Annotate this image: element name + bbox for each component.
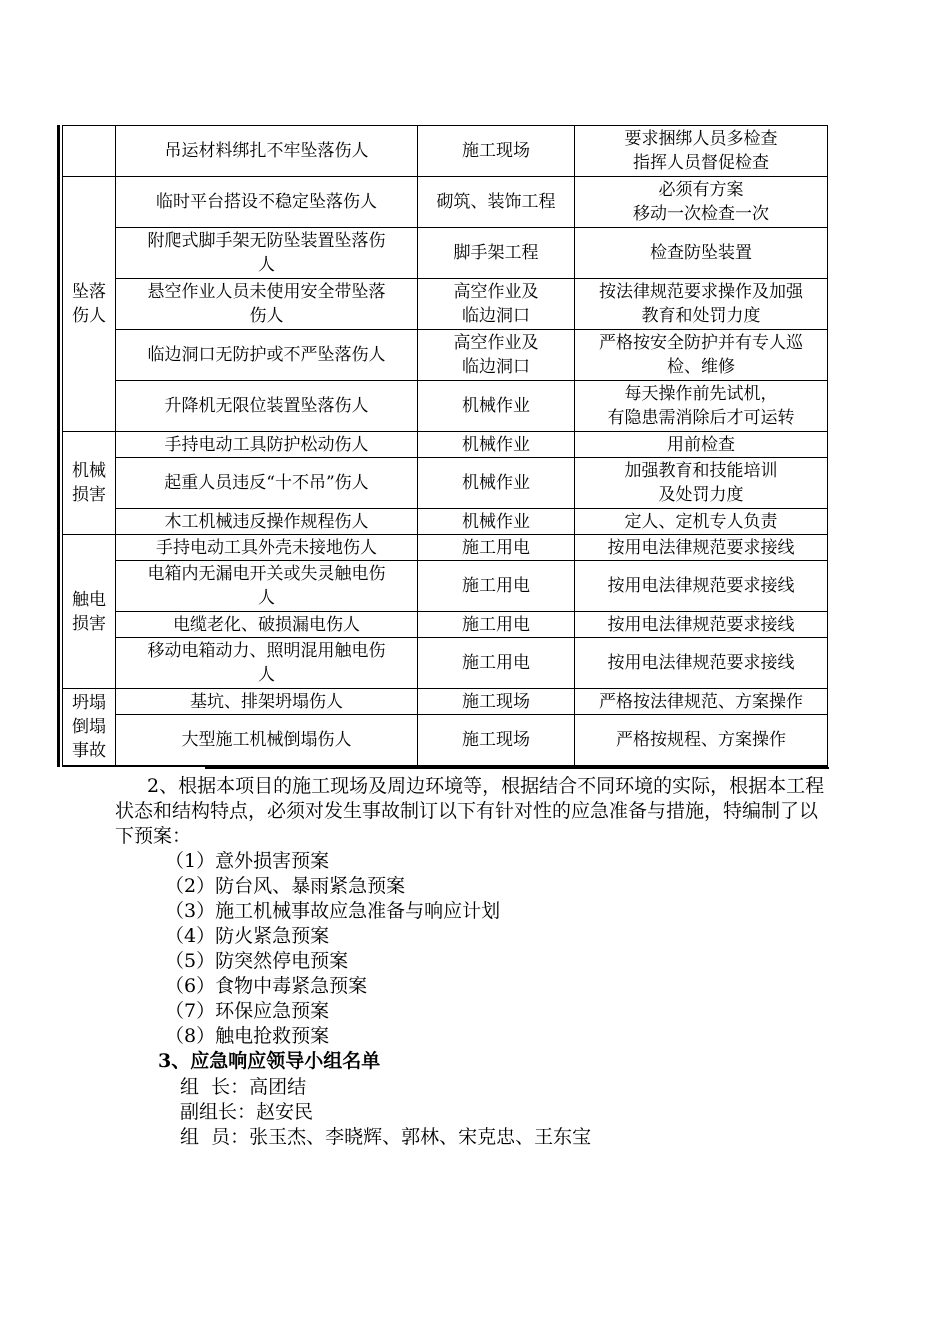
location-cell: 施工用电 (418, 638, 575, 689)
risk-cell: 悬空作业人员未使用安全带坠落 伤人 (116, 279, 418, 330)
location-cell: 机械作业 (418, 509, 575, 535)
category-cell: 坠落 伤人 (63, 177, 116, 432)
deputy-line: 副组长：赵安民 (180, 1101, 314, 1123)
location-cell: 砌筑、装饰工程 (418, 177, 575, 228)
category-cell: 机械 损害 (63, 432, 116, 535)
risk-cell: 大型施工机械倒塌伤人 (116, 715, 418, 766)
table-row (63, 689, 828, 715)
table-row (63, 381, 828, 432)
risk-cell: 起重人员违反“十不吊”伤人 (116, 458, 418, 509)
measure-cell: 每天操作前先试机， 有隐患需消除后才可运转 (575, 381, 828, 432)
location-cell: 施工现场 (418, 126, 575, 177)
measure-cell: 按用电法律规范要求接线 (575, 612, 828, 638)
measure-cell: 按用电法律规范要求接线 (575, 535, 828, 561)
members-line: 组 员：张玉杰、李晓辉、郭林、宋克忠、王东宝 (180, 1126, 592, 1148)
risk-cell: 临时平台搭设不稳定坠落伤人 (116, 177, 418, 228)
risk-cell: 手持电动工具防护松动伤人 (116, 432, 418, 458)
plan-item: （4）防火紧急预案 (165, 925, 330, 947)
measure-cell: 检查防坠装置 (575, 228, 828, 279)
table-row (63, 177, 828, 228)
risk-table (62, 125, 828, 767)
location-cell: 施工用电 (418, 612, 575, 638)
section2-paragraph: 2、根据本项目的施工现场及周边环境等，根据结合不同环境的实际，根据本工程状态和结构特点，必须对发生事故制订以下有针对性的应急准备与措施，特编制了以下预案： (115, 775, 825, 847)
measure-cell: 严格按安全防护并有专人巡 检、维修 (575, 330, 828, 381)
plan-item: （6）食物中毒紧急预案 (165, 975, 368, 997)
category-cell: 触电 损害 (63, 535, 116, 689)
plan-item: （3）施工机械事故应急准备与响应计划 (165, 900, 501, 922)
plan-item: （5）防突然停电预案 (165, 950, 349, 972)
plan-item: （1）意外损害预案 (165, 850, 330, 872)
risk-cell: 电缆老化、破损漏电伤人 (116, 612, 418, 638)
measure-cell: 按用电法律规范要求接线 (575, 561, 828, 612)
risk-cell: 木工机械违反操作规程伤人 (116, 509, 418, 535)
category-cell (63, 126, 116, 177)
category-cell: 坍塌 倒塌 事故 (63, 689, 116, 766)
table-row (63, 458, 828, 509)
table-row (63, 535, 828, 561)
table-row (63, 126, 828, 177)
measure-cell: 严格按法律规范、方案操作 (575, 689, 828, 715)
measure-cell: 用前检查 (575, 432, 828, 458)
measure-cell: 定人、定机专人负责 (575, 509, 828, 535)
table-row (63, 228, 828, 279)
measure-cell: 要求捆绑人员多检查 指挥人员督促检查 (575, 126, 828, 177)
measure-cell: 严格按规程、方案操作 (575, 715, 828, 766)
measure-cell: 必须有方案 移动一次检查一次 (575, 177, 828, 228)
leader-line: 组 长：高团结 (180, 1076, 307, 1098)
location-cell: 高空作业及 临边洞口 (418, 330, 575, 381)
table-row (63, 612, 828, 638)
risk-cell: 手持电动工具外壳未接地伤人 (116, 535, 418, 561)
risk-cell: 基坑、排架坍塌伤人 (116, 689, 418, 715)
location-cell: 施工现场 (418, 689, 575, 715)
table-row (63, 432, 828, 458)
risk-cell: 移动电箱动力、照明混用触电伤 人 (116, 638, 418, 689)
location-cell: 施工用电 (418, 535, 575, 561)
risk-cell: 吊运材料绑扎不牢坠落伤人 (116, 126, 418, 177)
location-cell: 施工现场 (418, 715, 575, 766)
table-row (63, 638, 828, 689)
risk-cell: 升降机无限位装置坠落伤人 (116, 381, 418, 432)
measure-cell: 按用电法律规范要求接线 (575, 638, 828, 689)
plan-item: （2）防台风、暴雨紧急预案 (165, 875, 406, 897)
table-row (63, 561, 828, 612)
table-row (63, 715, 828, 766)
table-row (63, 330, 828, 381)
plan-item: （7）环保应急预案 (165, 1000, 330, 1022)
risk-cell: 电箱内无漏电开关或失灵触电伤 人 (116, 561, 418, 612)
section3-heading: 3、应急响应领导小组名单 (158, 1050, 381, 1072)
table-row (63, 509, 828, 535)
measure-cell: 按法律规范要求操作及加强 教育和处罚力度 (575, 279, 828, 330)
measure-cell: 加强教育和技能培训 及处罚力度 (575, 458, 828, 509)
location-cell: 高空作业及 临边洞口 (418, 279, 575, 330)
location-cell: 脚手架工程 (418, 228, 575, 279)
table-row (63, 279, 828, 330)
plan-item: （8）触电抢救预案 (165, 1025, 330, 1047)
location-cell: 机械作业 (418, 432, 575, 458)
location-cell: 机械作业 (418, 381, 575, 432)
location-cell: 施工用电 (418, 561, 575, 612)
location-cell: 机械作业 (418, 458, 575, 509)
risk-cell: 临边洞口无防护或不严坠落伤人 (116, 330, 418, 381)
risk-cell: 附爬式脚手架无防坠装置坠落伤 人 (116, 228, 418, 279)
